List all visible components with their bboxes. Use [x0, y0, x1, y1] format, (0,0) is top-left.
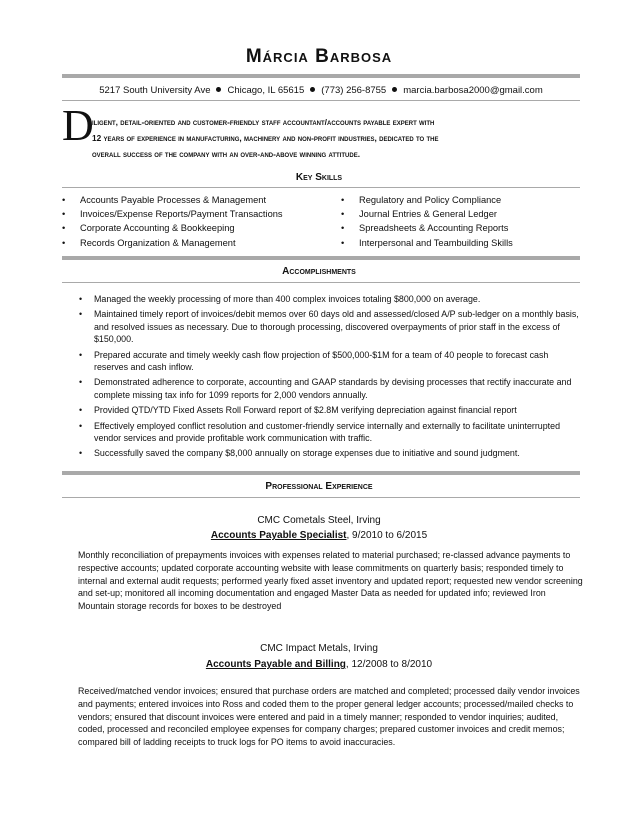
header-rule [62, 74, 580, 78]
summary-line: iligent, detail-oriented and customer-friendly staff accountant/accounts payable expert with [92, 117, 435, 127]
section-rule [62, 187, 580, 188]
bullet-icon [216, 87, 221, 92]
job-company: CMC Cometals Steel, Irving [257, 515, 381, 526]
skill-item: • Corporate Accounting & Bookkeeping [62, 221, 283, 235]
contact-phone: (773) 256-8755 [321, 85, 387, 96]
job-dates: , 9/2010 to 6/2015 [346, 530, 428, 541]
summary-dropcap: D [62, 101, 94, 150]
accomplishments-title: Accomplishments [282, 266, 356, 277]
candidate-name: Márcia Barbosa [245, 46, 393, 67]
contact-address: 5217 South University Ave [99, 85, 211, 96]
job-title: Accounts Payable and Billing [205, 659, 346, 670]
section-bar [62, 471, 580, 475]
skill-item: • Accounts Payable Processes & Management [62, 193, 283, 207]
summary-line: overall success of the company with an over-and-above winning attitude. [92, 149, 361, 159]
summary-line: 12 years of experience in manufacturing, machinery and non-profit industries, dedicated to the [92, 133, 439, 143]
skill-item: • Spreadsheets & Accounting Reports [341, 221, 513, 235]
experience-title: Professional Experience [265, 481, 373, 492]
section-rule [62, 497, 580, 498]
key-skills-title: Key Skills [295, 172, 343, 183]
job-dates: , 12/2008 to 8/2010 [345, 659, 433, 670]
accomplishment-item: • Provided QTD/YTD Fixed Assets Roll Forward report of $2.8M verifying depreciation against financial report [78, 404, 584, 416]
accomplishments-list [78, 293, 584, 463]
accomplishment-item: • Maintained timely report of invoices/debit memos over 60 days old and assessed/closed A/P sub-ledger on a monthly basis, and resolved issues as necessary. Due to thorough processing, discovered overpayments of prior staff in the excess of $150,000. [78, 308, 584, 345]
skills-right-column [341, 193, 513, 250]
accomplishment-item: • Effectively employed conflict resolution and customer-friendly service internally and externally to facilitate uninterrupted vendor services and provide profitable work communication with traffic. [78, 420, 584, 445]
contact-line [62, 85, 580, 96]
accomplishment-item: • Successfully saved the company $8,000 annually on storage expenses due to initiative and sound judgment. [78, 447, 584, 459]
accomplishment-item: • Managed the weekly processing of more than 400 complex invoices totaling $800,000 on average. [78, 293, 584, 305]
skill-item: • Journal Entries & General Ledger [341, 207, 513, 221]
summary [92, 114, 582, 162]
accomplishment-item: • Demonstrated adherence to corporate, accounting and GAAP standards by devising processes that rectify inaccurate and complete missing tax info for 1099 reports for 2,000 vendors annually. [78, 376, 584, 401]
skill-item: • Regulatory and Policy Compliance [341, 193, 513, 207]
job-company: CMC Impact Metals, Irving [260, 643, 378, 654]
skills-left-column [62, 193, 283, 250]
contact-email[interactable]: marcia.barbosa2000@gmail.com [403, 85, 543, 96]
bullet-icon [310, 87, 315, 92]
job-description: Received/matched vendor invoices; ensured that purchase orders are matched and completed; processed daily vendor invoices and payments; entered invoices into Ross and coded them to the proper general ledger accounts; processed/mailed checks to vendors; ensured that discount invoices were entered and paid in a timely manner; responded to vendor inquiries; audited, coded, processed and reconciled employee expenses for company charges; prepared customer invoices and credit memos; compared bill of ladding receipts to truck logs for PO items to avoid inaccuracies. [78, 686, 580, 748]
skill-item: • Records Organization & Management [62, 236, 283, 250]
skill-item: • Interpersonal and Teambuilding Skills [341, 236, 513, 250]
bullet-icon [392, 87, 397, 92]
contact-rule [62, 100, 580, 101]
contact-city: Chicago, IL 65615 [227, 85, 305, 96]
job-title-line [0, 659, 638, 670]
skill-item: • Invoices/Expense Reports/Payment Transactions [62, 207, 283, 221]
accomplishment-item: • Prepared accurate and timely weekly cash flow projection of $500,000-$1M for a team of 40 people to forecast cash reserves and cash inflow. [78, 349, 584, 374]
section-rule [62, 282, 580, 283]
section-bar [62, 256, 580, 260]
job-title-line [0, 530, 638, 541]
job-title: Accounts Payable Specialist [210, 530, 347, 541]
job-description: Monthly reconciliation of prepayments invoices with expenses related to material purchased; re-classed advance payments to respective accounts; updated corporate accounting website with lease commitments on quarterly basis; responded timely to internal and external audit requests; performed yearly fixed asset inventory and updated report; requested new vendor screening and set-up; monitored all incoming documentation and engaged Master Data as needed for updated info; reviewed Iron Mountain storage records for boxes to be destroyed [78, 550, 583, 612]
